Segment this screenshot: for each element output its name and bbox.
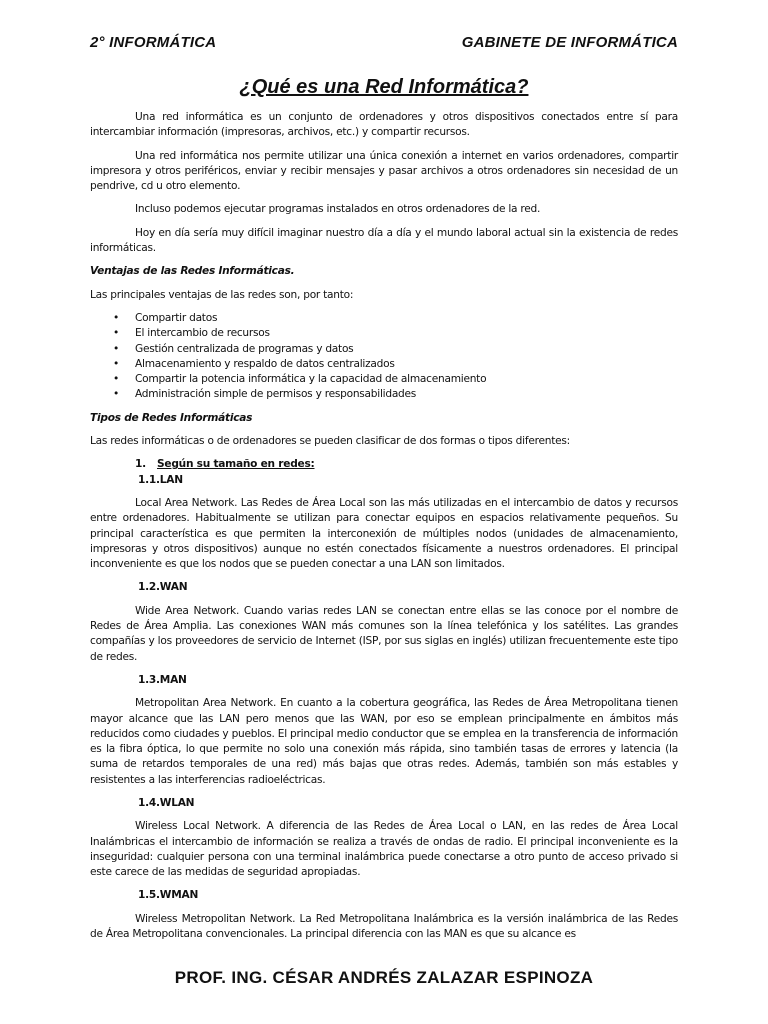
section-text-man: Metropolitan Area Network. En cuanto a la cobertura geográfica, las Redes de Área Metropolitana tienen mayor alcance que las LAN pero menos que las WAN, por eso se emplean principalmente en ámbitos más reducidos como ciudades y pueblos. El principal medio conductor que se emplea en la transferencia de información es la fibra óptica, lo que permite no solo una conexión más rápida, sino también tasas de errores y latencia (la suma de retardos temporales de una red) más bajas que otras redes. Además, también son más estables y resistentes a las interferencias radioeléctricas.: [90, 697, 678, 786]
page-footer-author: PROF. ING. CÉSAR ANDRÉS ZALAZAR ESPINOZA: [174, 968, 594, 987]
intro-paragraph: Una red informática nos permite utilizar una única conexión a internet en varios ordenadores, compartir impresora y otros periféricos, enviar y recibir mensajes y pasar archivos a otros ordenadores sin necesidad de un pendrive, cd u otro elemento.: [90, 149, 678, 193]
section-text-lan: Local Area Network. Las Redes de Área Local son las más utilizadas en el intercambio de datos y recursos entre ordenadores. Habitualmente se utilizan para conectar equipos en espacios relativamente pequeños. Su principal característica es que permiten la interconexión de múltiples nodos (unidades de almacenamiento, impresoras y otros dispositivos) aunque no estén conectados físicamente a nuestros ordenadores. El principal inconveniente es que los nodos que se pueden conectar a una LAN son limitados.: [90, 496, 678, 571]
document-title: ¿Qué es una Red Informática?: [239, 76, 529, 98]
list-item: • El intercambio de recursos: [135, 326, 678, 341]
section-heading-wman: [138, 888, 678, 903]
section-title: WMAN: [159, 889, 199, 902]
ventajas-list: [90, 311, 678, 403]
page-header: [90, 34, 678, 54]
section-text-wman: Wireless Metropolitan Network. La Red Metropolitana Inalámbrica es la versión inalámbrica de las Redes de Área Metropolitana convencionales. La principal diferencia con las MAN es que su alcance es: [90, 912, 678, 941]
section-number: 1.1.: [138, 473, 160, 486]
section-title: LAN: [159, 473, 183, 486]
list-item: • Compartir la potencia informática y la capacidad de almacenamiento: [135, 372, 678, 387]
ventajas-heading: Ventajas de las Redes Informáticas.: [90, 265, 295, 278]
classification-heading: [135, 457, 678, 472]
section-text-wan: Wide Area Network. Cuando varias redes LAN se conectan entre ellas se las conoce por el nombre de Redes de Área Amplia. Las conexiones WAN más comunes son la línea telefónica y los satélites. Las grandes compañías y los proveedores de servicio de Internet (ISP, por sus siglas en inglés) utilizan frecuentemente este tipo de redes.: [90, 604, 678, 663]
intro-paragraph: Hoy en día sería muy difícil imaginar nuestro día a día y el mundo laboral actual sin la existencia de redes informáticas.: [90, 226, 678, 255]
intro-paragraph: Incluso podemos ejecutar programas instalados en otros ordenadores de la red.: [135, 203, 541, 216]
list-item: • Compartir datos: [135, 311, 678, 326]
section-text-wlan: Wireless Local Network. A diferencia de las Redes de Área Local o LAN, en las redes de Área Local Inalámbricas el intercambio de información se realiza a través de ondas de radio. El principal inconveniente es la inseguridad: cualquier persona con una terminal inalámbrica puede conectarse a otro punto de acceso privado si este carece de las medidas de seguridad apropiadas.: [90, 820, 678, 879]
header-department: GABINETE DE INFORMÁTICA: [461, 34, 678, 51]
section-number: 1.2.: [138, 581, 160, 594]
section-title: MAN: [159, 673, 187, 686]
section-heading-lan: [138, 473, 678, 488]
section-number: 1.5.: [138, 889, 160, 902]
classification-title: Según su tamaño en redes:: [157, 458, 315, 471]
tipos-lead: Las redes informáticas o de ordenadores se pueden clasificar de dos formas o tipos diferentes:: [90, 435, 570, 448]
section-title: WAN: [159, 581, 188, 594]
section-heading-wan: [138, 580, 678, 595]
document-body: [90, 110, 678, 950]
list-item: • Almacenamiento y respaldo de datos centralizados: [135, 357, 678, 372]
intro-paragraph: Una red informática es un conjunto de ordenadores y otros dispositivos conectados entre sí para intercambiar información (impresoras, archivos, etc.) y compartir recursos.: [90, 111, 678, 139]
header-course: 2° INFORMÁTICA: [90, 34, 217, 51]
section-number: 1.3.: [138, 673, 160, 686]
section-heading-man: [138, 673, 678, 688]
section-heading-wlan: [138, 796, 678, 811]
list-item: • Gestión centralizada de programas y datos: [135, 342, 678, 357]
section-number: 1.4.: [138, 796, 160, 809]
ventajas-lead: Las principales ventajas de las redes son, por tanto:: [90, 288, 354, 301]
classification-number: 1.: [135, 458, 146, 471]
tipos-heading: Tipos de Redes Informáticas: [90, 411, 253, 424]
list-item: • Administración simple de permisos y responsabilidades: [135, 387, 678, 402]
section-title: WLAN: [159, 796, 195, 809]
